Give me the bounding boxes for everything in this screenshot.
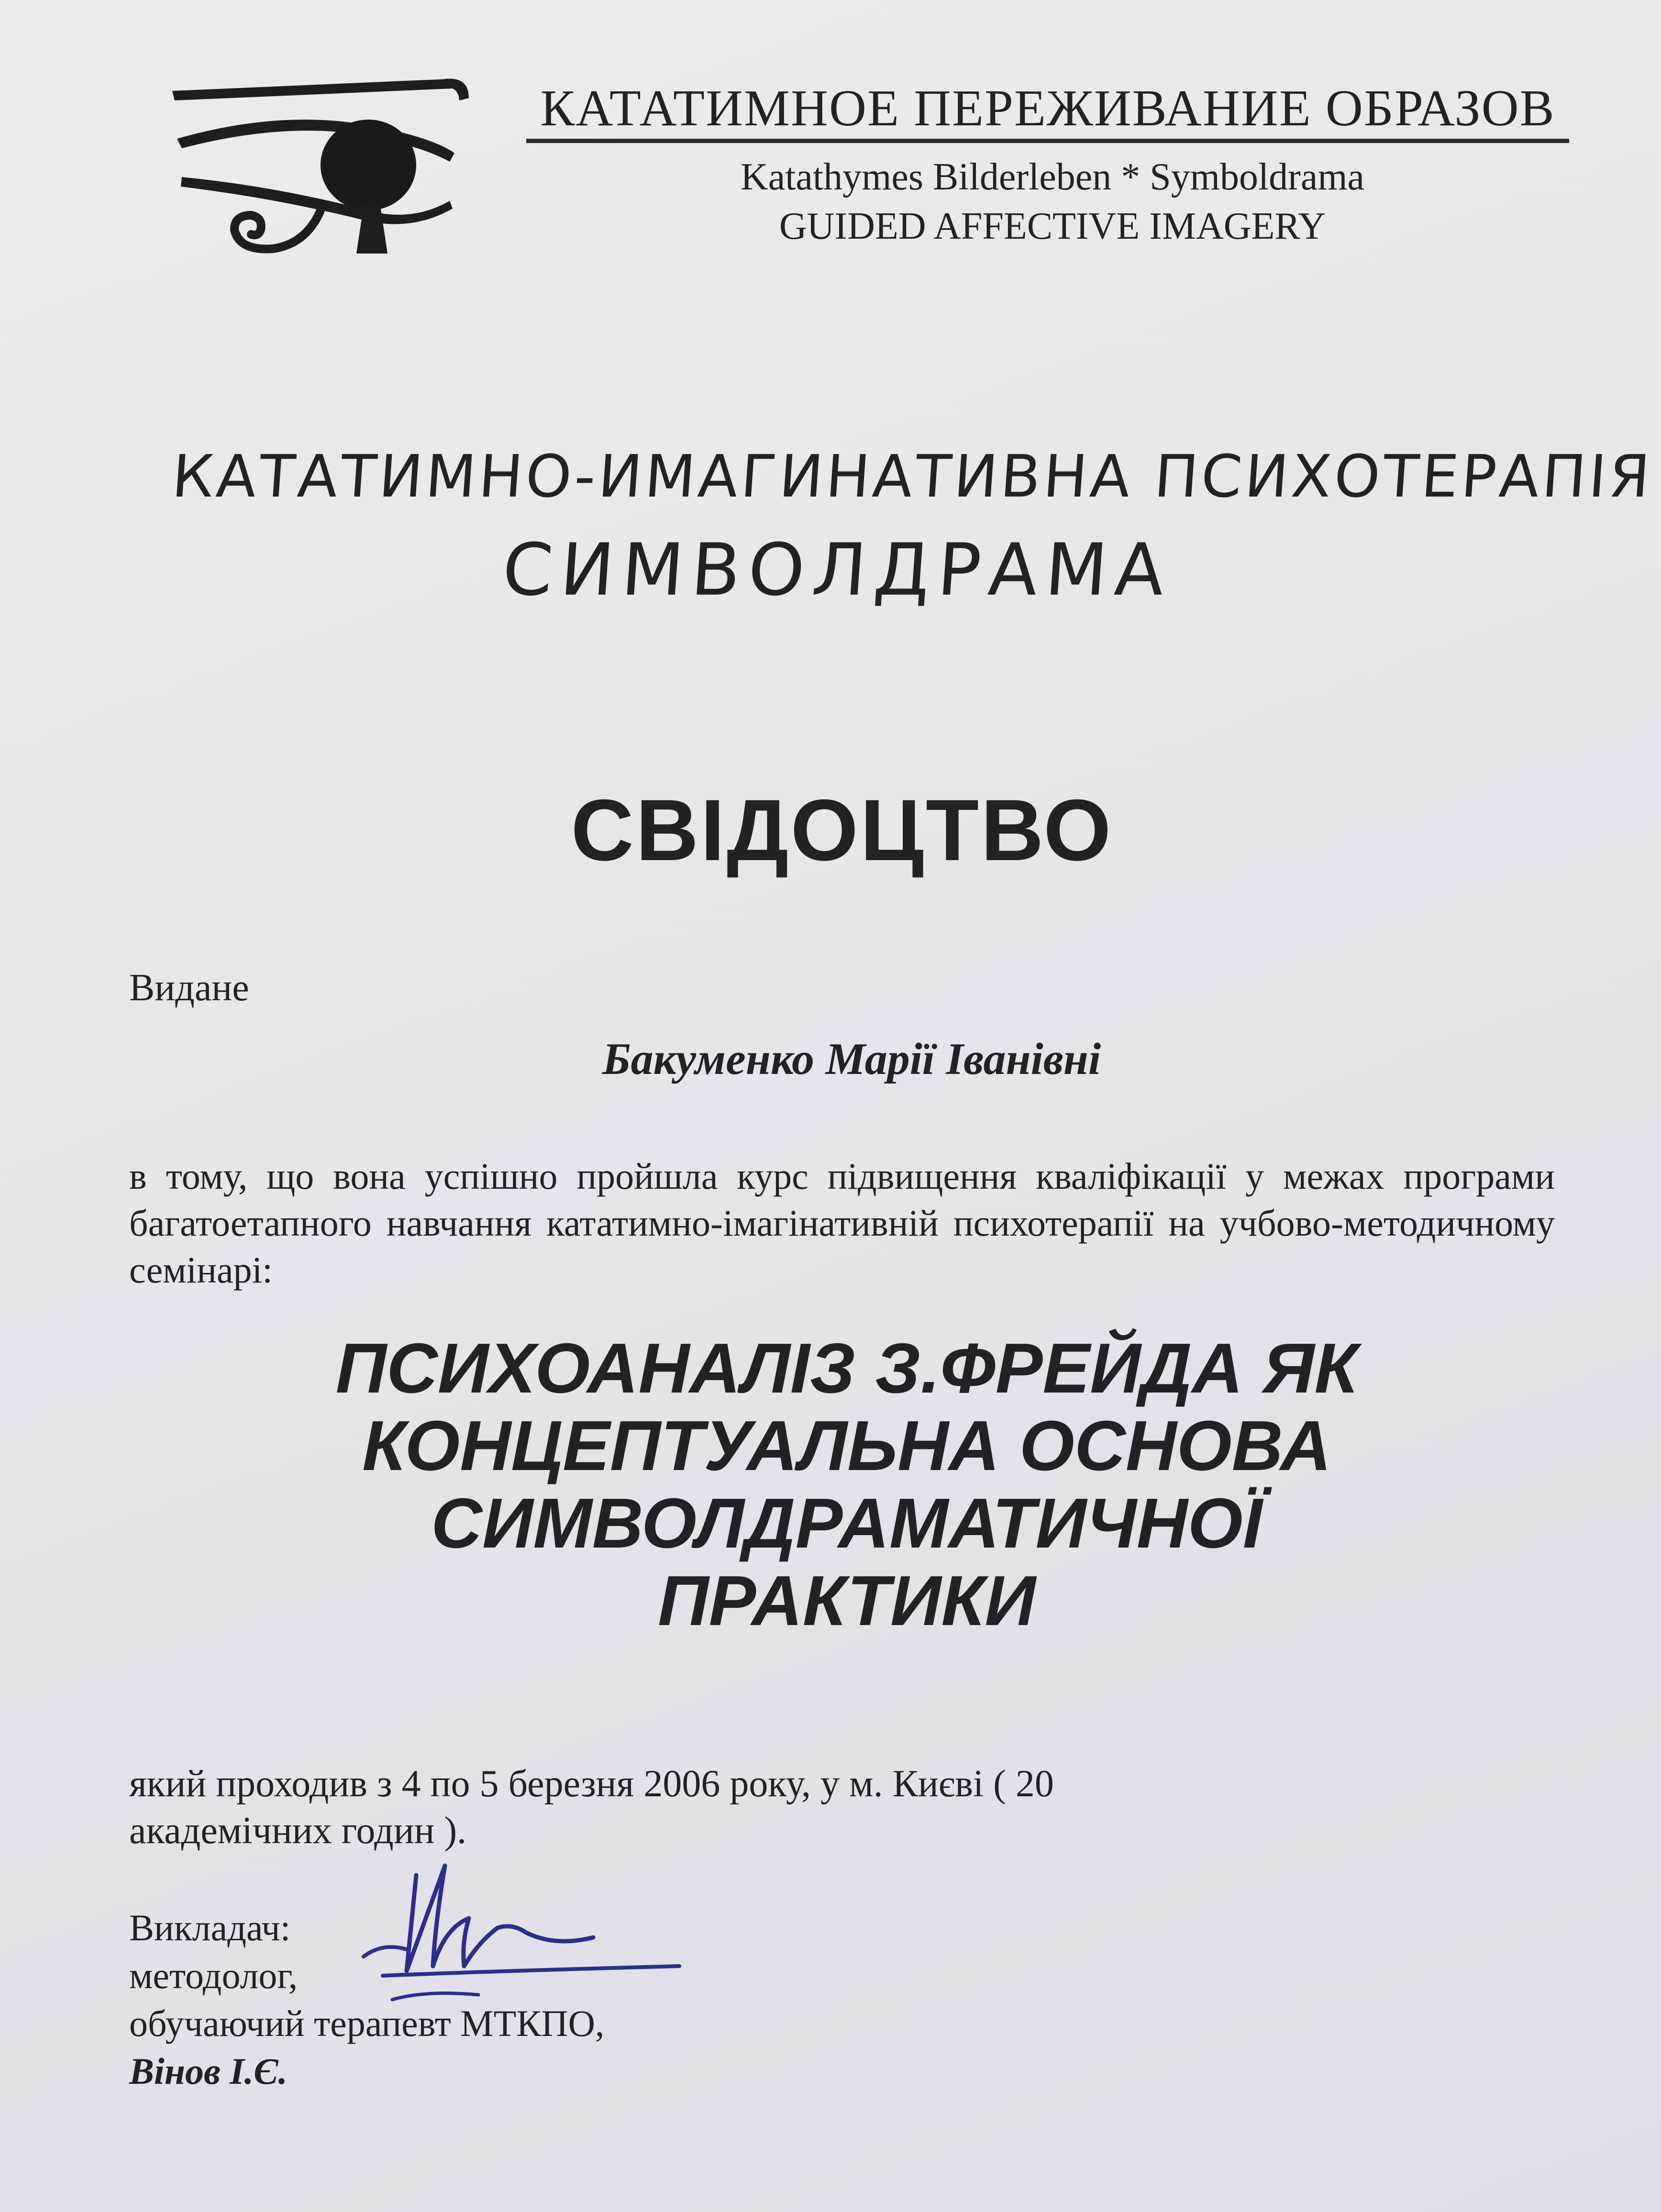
seminar-dates bbox=[129, 1760, 1373, 1854]
seminar-title-line: ПСИХОАНАЛІЗ З.ФРЕЙДА ЯК bbox=[335, 1329, 1358, 1408]
issued-label: Видане bbox=[129, 967, 249, 1009]
title-underline bbox=[526, 139, 1569, 143]
org-title: КАТАТИМНОЕ ПЕРЕЖИВАНИЕ ОБРАЗОВ bbox=[540, 80, 1555, 137]
org-subtitle-english: GUIDED AFFECTIVE IMAGERY bbox=[779, 205, 1326, 247]
eye-of-horus-icon bbox=[163, 53, 478, 263]
certificate-title: СВІДОЦТВО bbox=[571, 781, 1113, 879]
org-subtitle-german: Katathymes Bilderleben * Symboldrama bbox=[740, 156, 1365, 198]
teacher-label: Викладач: bbox=[129, 1907, 291, 1948]
therapy-heading: КАТАТИМНО-ИМАГИНАТИВНА ПСИХОТЕРАПІЯ bbox=[170, 442, 1655, 510]
seminar-title bbox=[268, 1330, 1426, 1640]
seminar-title-line: СИМВОЛДРАМАТИЧНОЇ bbox=[431, 1484, 1262, 1563]
teacher-role: методолог, bbox=[129, 1955, 298, 1996]
dates-line: академічних годин ). bbox=[129, 1810, 467, 1852]
dates-line: який проходив з 4 по 5 березня 2006 року, у м. Києві ( 20 bbox=[129, 1763, 1054, 1805]
certificate-body: в тому, що вона успішно пройшла курс підвищення кваліфікації у межах програми багатоетапного навчання кататимно-імагінативній психотерапії на учбово-методичному семінарі: bbox=[129, 1155, 1555, 1291]
symboldrama-heading: СИМВОЛДРАМА bbox=[499, 529, 1175, 612]
seminar-title-line: ПРАКТИКИ bbox=[658, 1561, 1036, 1640]
recipient-name: Бакуменко Марії Іванівні bbox=[602, 1034, 1101, 1084]
teacher-position: обучаючий терапевт МТКПО, bbox=[129, 2002, 605, 2044]
signature bbox=[354, 1847, 718, 2028]
teacher-name: Вінов І.Є. bbox=[129, 2050, 288, 2092]
seminar-title-line: КОНЦЕПТУАЛЬНА ОСНОВА bbox=[362, 1406, 1331, 1485]
